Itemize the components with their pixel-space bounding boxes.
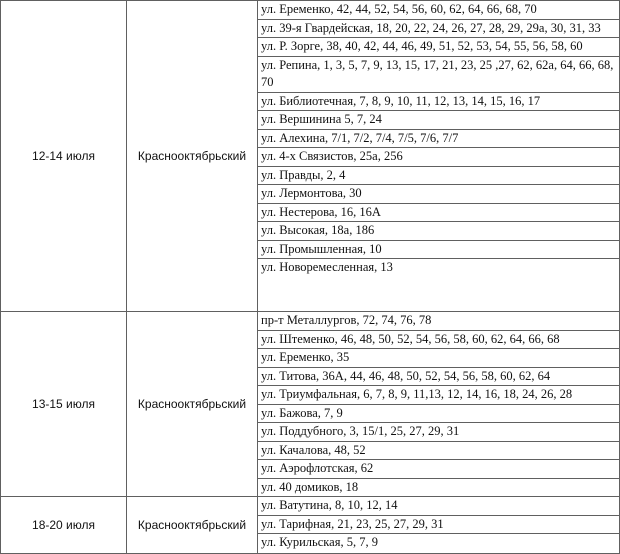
street-line: ул. Еременко, 42, 44, 52, 54, 56, 60, 62, 64, 66, 68, 70 (261, 2, 537, 16)
street-line: ул. Новоремесленная, 13 (258, 258, 619, 277)
street-line: ул. Высокая, 18а, 186 (258, 221, 619, 240)
table-row (1, 312, 620, 497)
street-line: ул. Штеменко, 46, 48, 50, 52, 54, 56, 58, 60, 62, 64, 66, 68 (258, 330, 619, 349)
table-row (1, 1, 620, 312)
district-cell: Краснооктябрьский (127, 312, 258, 497)
street-line: ул. 4-х Связистов, 25а, 256 (258, 147, 619, 166)
street-line: ул. Репина, 1, 3, 5, 7, 9, 13, 15, 17, 21, 23, 25 ,27, 62, 62а, 64, 66, 68, 70 (258, 56, 619, 92)
street-line: ул. Правды, 2, 4 (258, 166, 619, 185)
street-line: ул. 39-я Гвардейская, 18, 20, 22, 24, 26, 27, 28, 29, 29а, 30, 31, 33 (258, 19, 619, 38)
street-line: ул. Р. Зорге, 38, 40, 42, 44, 46, 49, 51, 52, 53, 54, 55, 56, 58, 60 (258, 37, 619, 56)
streets-cell (258, 312, 620, 497)
street-line: ул. Бажова, 7, 9 (258, 404, 619, 423)
street-line: ул. Поддубного, 3, 15/1, 25, 27, 29, 31 (258, 422, 619, 441)
streets-cell (258, 497, 620, 554)
street-line: ул. Алехина, 7/1, 7/2, 7/4, 7/5, 7/6, 7/7 (258, 129, 619, 148)
table-row (1, 497, 620, 554)
street-line: ул. Вершинина 5, 7, 24 (258, 110, 619, 129)
street-line: пр-т Металлургов, 72, 74, 76, 78 (261, 313, 432, 327)
street-line: ул. Промышленная, 10 (258, 240, 619, 259)
district-cell: Краснооктябрьский (127, 497, 258, 554)
date-cell: 18-20 июля (1, 497, 127, 554)
street-line: ул. 40 домиков, 18 (258, 478, 619, 497)
street-line: ул. Ватутина, 8, 10, 12, 14 (261, 498, 398, 512)
street-line: ул. Еременко, 35 (258, 348, 619, 367)
street-line: ул. Титова, 36А, 44, 46, 48, 50, 52, 54, 56, 58, 60, 62, 64 (258, 367, 619, 386)
street-line: ул. Тарифная, 21, 23, 25, 27, 29, 31 (258, 515, 619, 534)
street-line: ул. Библиотечная, 7, 8, 9, 10, 11, 12, 13, 14, 15, 16, 17 (258, 92, 619, 111)
street-line: ул. Курильская, 5, 7, 9 (258, 533, 619, 552)
district-cell: Краснооктябрьский (127, 1, 258, 312)
street-line: ул. Триумфальная, 6, 7, 8, 9, 11,13, 12, 14, 16, 18, 24, 26, 28 (258, 385, 619, 404)
street-line: ул. Аэрофлотская, 62 (258, 459, 619, 478)
street-line: ул. Лермонтова, 30 (258, 184, 619, 203)
date-cell: 13-15 июля (1, 312, 127, 497)
street-line: ул. Качалова, 48, 52 (258, 441, 619, 460)
date-cell: 12-14 июля (1, 1, 127, 312)
streets-cell (258, 1, 620, 312)
street-line: ул. Нестерова, 16, 16А (258, 203, 619, 222)
